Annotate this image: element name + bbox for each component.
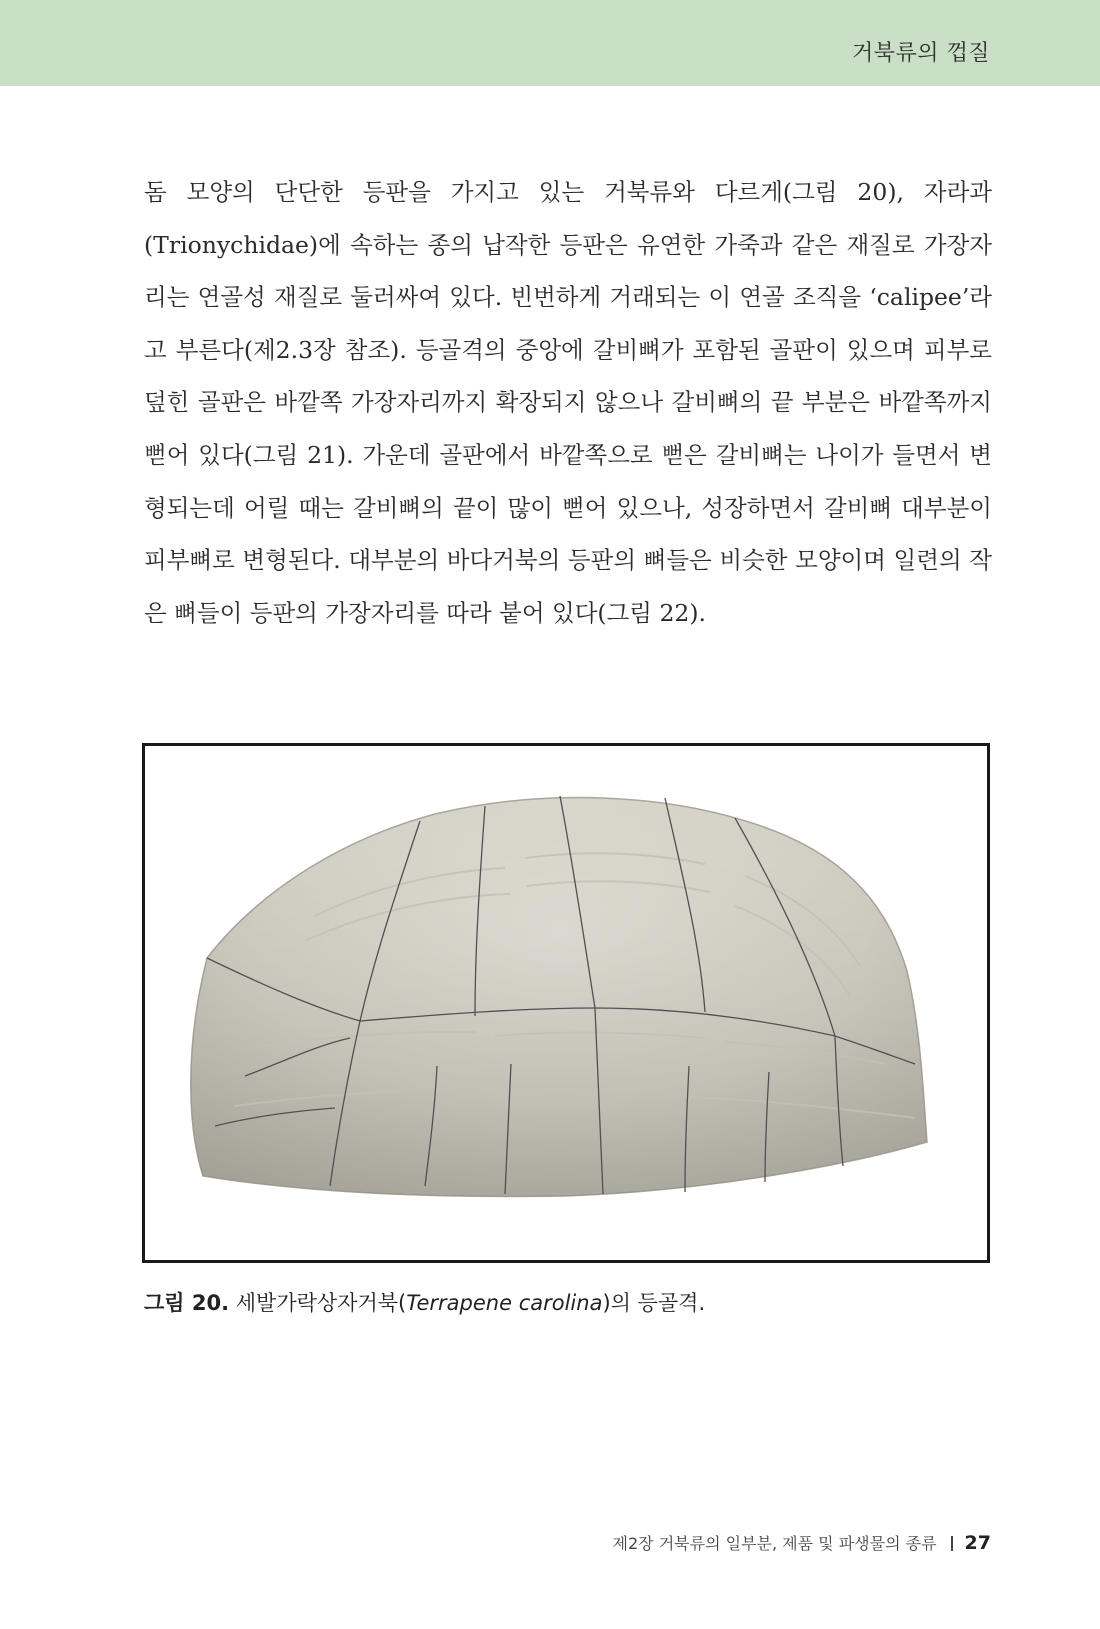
page-footer	[613, 1531, 991, 1554]
figure-frame	[142, 743, 990, 1263]
figure-caption-label: 그림 20.	[144, 1291, 230, 1315]
running-header-title: 거북류의 껍질	[851, 41, 990, 66]
footer-chapter-title: 제2장 거북류의 일부분, 제품 및 파생물의 종류	[612, 1534, 937, 1553]
figure-caption-suffix: )의 등골격.	[602, 1291, 706, 1315]
footer-separator	[951, 1536, 953, 1551]
figure-caption-species: Terrapene carolina	[406, 1291, 603, 1315]
figure-caption	[144, 1287, 705, 1317]
turtle-carapace-image	[145, 746, 987, 1260]
header-band	[0, 0, 1100, 86]
figure-caption-prefix: 세발가락상자거북(	[229, 1291, 407, 1315]
body-paragraph: 돔 모양의 단단한 등판을 가지고 있는 거북류와 다르게(그림 20), 자라과(Trionychidae)에 속하는 종의 납작한 등판은 유연한 가죽과 같은 재질로 가장자리는 연골성 재질로 둘러싸여 있다. 빈번하게 거래되는 이 연골 조직을 ‘calipee’라고 부른다(제2.3장 참조). 등골격의 중앙에 갈비뼈가 포함된 골판이 있으며 피부로 덮힌 골판은 바깥쪽 가장자리까지 확장되지 않으나 갈비뼈의 끝 부분은 바깥쪽까지 뻗어 있다(그림 21). 가운데 골판에서 바깥쪽으로 뻗은 갈비뼈는 나이가 들면서 변형되는데 어릴 때는 갈비뼈의 끝이 많이 뻗어 있으나, 성장하면서 갈비뼈 대부분이 피부뼈로 변형된다. 대부분의 바다거북의 등판의 뼈들은 비슷한 모양이며 일련의 작은 뼈들이 등판의 가장자리를 따라 붙어 있다(그림 22).	[144, 178, 992, 627]
page-number: 27	[964, 1532, 991, 1554]
